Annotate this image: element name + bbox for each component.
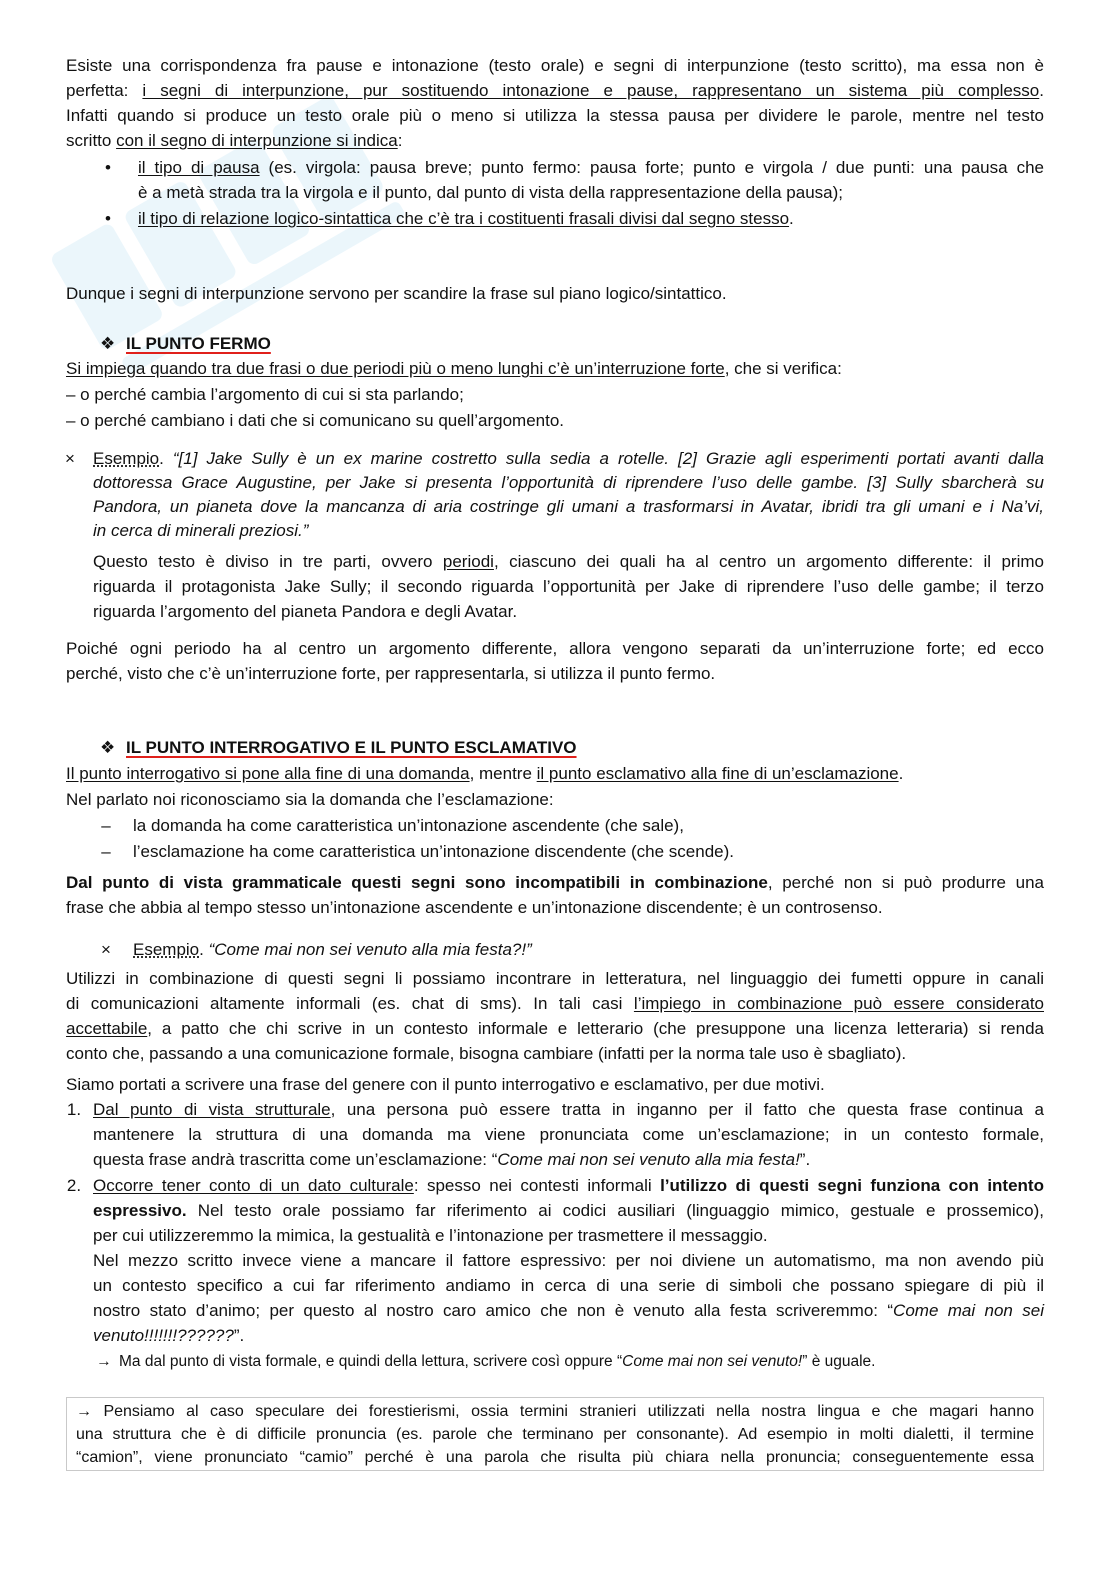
list-item: l’esclamazione ha come caratteristica un’intonazione discendente (che scende). <box>133 842 735 861</box>
paragraph-line: Esiste una corrispondenza fra pause e intonazione (testo orale) e segni di interpunzione (testo scritto), ma essa non è <box>66 56 1044 75</box>
arrow-icon: → <box>96 1353 112 1370</box>
numbered-item-cont: venuto!!!!!!!??????”. <box>93 1326 245 1345</box>
paragraph-line: perfetta: i segni di interpunzione, pur sostituendo intonazione e pause, rappresentano un sistema più complesso. <box>66 81 1044 100</box>
box-line: “camion”, viene pronunciato “camio” perché è una parola che risulta più chiara nella pronuncia; conseguentemente essa <box>76 1449 1034 1466</box>
dash-icon: – <box>101 842 111 861</box>
list-item: la domanda ha come caratteristica un’intonazione ascendente (che sale), <box>133 816 684 835</box>
bullet-item: il tipo di relazione logico-sintattica che c’è tra i costituenti frasali divisi dal segno stesso. <box>138 209 794 228</box>
list-number: 2. <box>66 1176 82 1195</box>
numbered-item-cont: un contesto specifico a cui far riferimento andiamo in cerca di una serie di simboli che possano spiegare di più il <box>93 1276 1044 1295</box>
boxed-note <box>66 1397 1044 1471</box>
diamond-icon: ❖ <box>100 334 116 353</box>
box-line: una struttura che è di difficile pronuncia (es. parole che terminano per consonante). Ad esempio in molti dialetti, il termine <box>76 1426 1034 1443</box>
list-line: – o perché cambia l’argomento di cui si sta parlando; <box>66 385 464 404</box>
dash-icon: – <box>101 816 111 835</box>
bullet-icon: • <box>105 158 111 177</box>
paragraph-line: perché, visto che c’è un’interruzione forte, per rappresentarla, si utilizza il punto fermo. <box>66 664 716 683</box>
paragraph-line: Infatti quando si produce un testo orale più o meno si utilizza la stessa pausa per dividere le parole, mentre nel testo <box>66 106 1044 125</box>
paragraph-line: Il punto interrogativo si pone alla fine di una domanda, mentre il punto esclamativo alla fine di un’esclamazione. <box>66 764 904 783</box>
bullet-item: il tipo di pausa (es. virgola: pausa breve; punto fermo: pausa forte; punto e virgola / due punti: una pausa che <box>138 158 1044 177</box>
paragraph-line: frase che abbia al tempo stesso un’intonazione ascendente e un’intonazione discendente; è un controsenso. <box>66 898 883 917</box>
arrow-icon: → <box>76 1403 92 1420</box>
cross-icon: × <box>65 449 75 468</box>
numbered-item-cont: questa frase andrà trascritta come un’esclamazione: “Come mai non sei venuto alla mia festa!”. <box>93 1150 811 1169</box>
section-heading-punto-interrogativo: ❖ IL PUNTO INTERROGATIVO E IL PUNTO ESCLAMATIVO <box>100 735 577 760</box>
example-line: in cerca di minerali preziosi.” <box>93 521 309 540</box>
numbered-item-cont: Nel mezzo scritto invece viene a mancare il fattore espressivo: per noi diviene un automatismo, ma non avendo più <box>93 1251 1044 1270</box>
paragraph-line: riguarda il protagonista Jake Sully; il secondo riguarda l’opportunità per Jake di riprendere l’uso delle gambe; il terzo <box>93 577 1044 596</box>
diamond-icon: ❖ <box>100 738 116 757</box>
numbered-item-cont: mantenere la struttura di una domanda ma viene pronunciata come un’esclamazione; in un contesto formale, <box>93 1125 1044 1144</box>
numbered-item: Dal punto di vista strutturale, una persona può essere tratta in inganno per il fatto che questa frase continua a <box>93 1100 1044 1119</box>
paragraph-line: Dunque i segni di interpunzione servono per scandire la frase sul piano logico/sintattico. <box>66 284 727 303</box>
numbered-item-cont: per cui utilizzeremmo la mimica, la gestualità e l’intonazione per trasmettere il messaggio. <box>93 1226 768 1245</box>
section-heading-punto-fermo: ❖ IL PUNTO FERMO <box>100 331 271 356</box>
list-line: – o perché cambiano i dati che si comunicano su quell’argomento. <box>66 411 565 430</box>
paragraph-line: Questo testo è diviso in tre parti, ovvero periodi, ciascuno dei quali ha al centro un argomento differente: il primo <box>93 552 1044 571</box>
example-line: Pandora, un pianeta dove la mancanza di aria costringe gli umani a trasformarsi in Avatar, ibridi tra gli umani e i Na’vi, <box>93 497 1044 516</box>
example-line: Esempio. “[1] Jake Sully è un ex marine costretto sulla sedia a rotelle. [2] Grazie agli esperimenti portati avanti dalla <box>93 449 1044 468</box>
list-number: 1. <box>66 1100 82 1119</box>
numbered-item-cont: nostro stato d’animo; per questo al nostro caro amico che non è venuto alla festa scriveremmo: “Come mai non sei <box>93 1301 1044 1320</box>
paragraph-line: Poiché ogni periodo ha al centro un argomento differente, allora vengono separati da un’interruzione forte; ed ecco <box>66 639 1044 658</box>
cross-icon: × <box>101 940 111 959</box>
note-line: Ma dal punto di vista formale, e quindi della lettura, scrivere così oppure “Come mai non sei venuto!” è uguale. <box>119 1353 876 1370</box>
paragraph-line: Utilizzi in combinazione di questi segni li possiamo incontrare in letteratura, nel linguaggio dei fumetti oppure in canali <box>66 969 1044 988</box>
paragraph-line: conto che, passando a una comunicazione formale, bisogna cambiare (infatti per la norma tale uso è sbagliato). <box>66 1044 907 1063</box>
numbered-item-cont: espressivo. Nel testo orale possiamo far riferimento ai codici ausiliari (linguaggio mimico, gestuale e prossemico), <box>93 1201 1044 1220</box>
paragraph-line: Dal punto di vista grammaticale questi segni sono incompatibili in combinazione, perché non si può produrre una <box>66 873 1045 892</box>
example-line: Esempio. “Come mai non sei venuto alla mia festa?!” <box>133 940 532 959</box>
bullet-item-cont: è a metà strada tra la virgola e il punto, dal punto di vista della rappresentazione della pausa); <box>138 183 843 202</box>
paragraph-line: Nel parlato noi riconosciamo sia la domanda che l’esclamazione: <box>66 790 554 809</box>
bullet-icon: • <box>105 209 111 228</box>
numbered-item: Occorre tener conto di un dato culturale: spesso nei contesti informali l’utilizzo di questi segni funziona con intento <box>93 1176 1044 1195</box>
paragraph-line: scritto con il segno di interpunzione si indica: <box>66 131 403 150</box>
paragraph-line: accettabile, a patto che chi scrive in un contesto informale e letterario (che presuppone una licenza letteraria) si renda <box>66 1019 1044 1038</box>
paragraph-line: riguarda l’argomento del pianeta Pandora e degli Avatar. <box>93 602 518 621</box>
example-line: dottoressa Grace Augustine, per Jake si presenta l’opportunità di riprendere l’uso delle gambe. [3] Sully sbarcherà su <box>93 473 1044 492</box>
paragraph-line: di comunicazioni altamente informali (es. chat di sms). In tali casi l’impiego in combinazione può essere considerato <box>66 994 1044 1013</box>
paragraph-line: Si impiega quando tra due frasi o due periodi più o meno lunghi c’è un’interruzione forte, che si verifica: <box>66 359 842 378</box>
paragraph-line: Siamo portati a scrivere una frase del genere con il punto interrogativo e esclamativo, per due motivi. <box>66 1075 825 1094</box>
box-line: → Pensiamo al caso speculare dei forestierismi, ossia termini stranieri utilizzati nella nostra lingua e che magari hanno <box>76 1403 1034 1420</box>
